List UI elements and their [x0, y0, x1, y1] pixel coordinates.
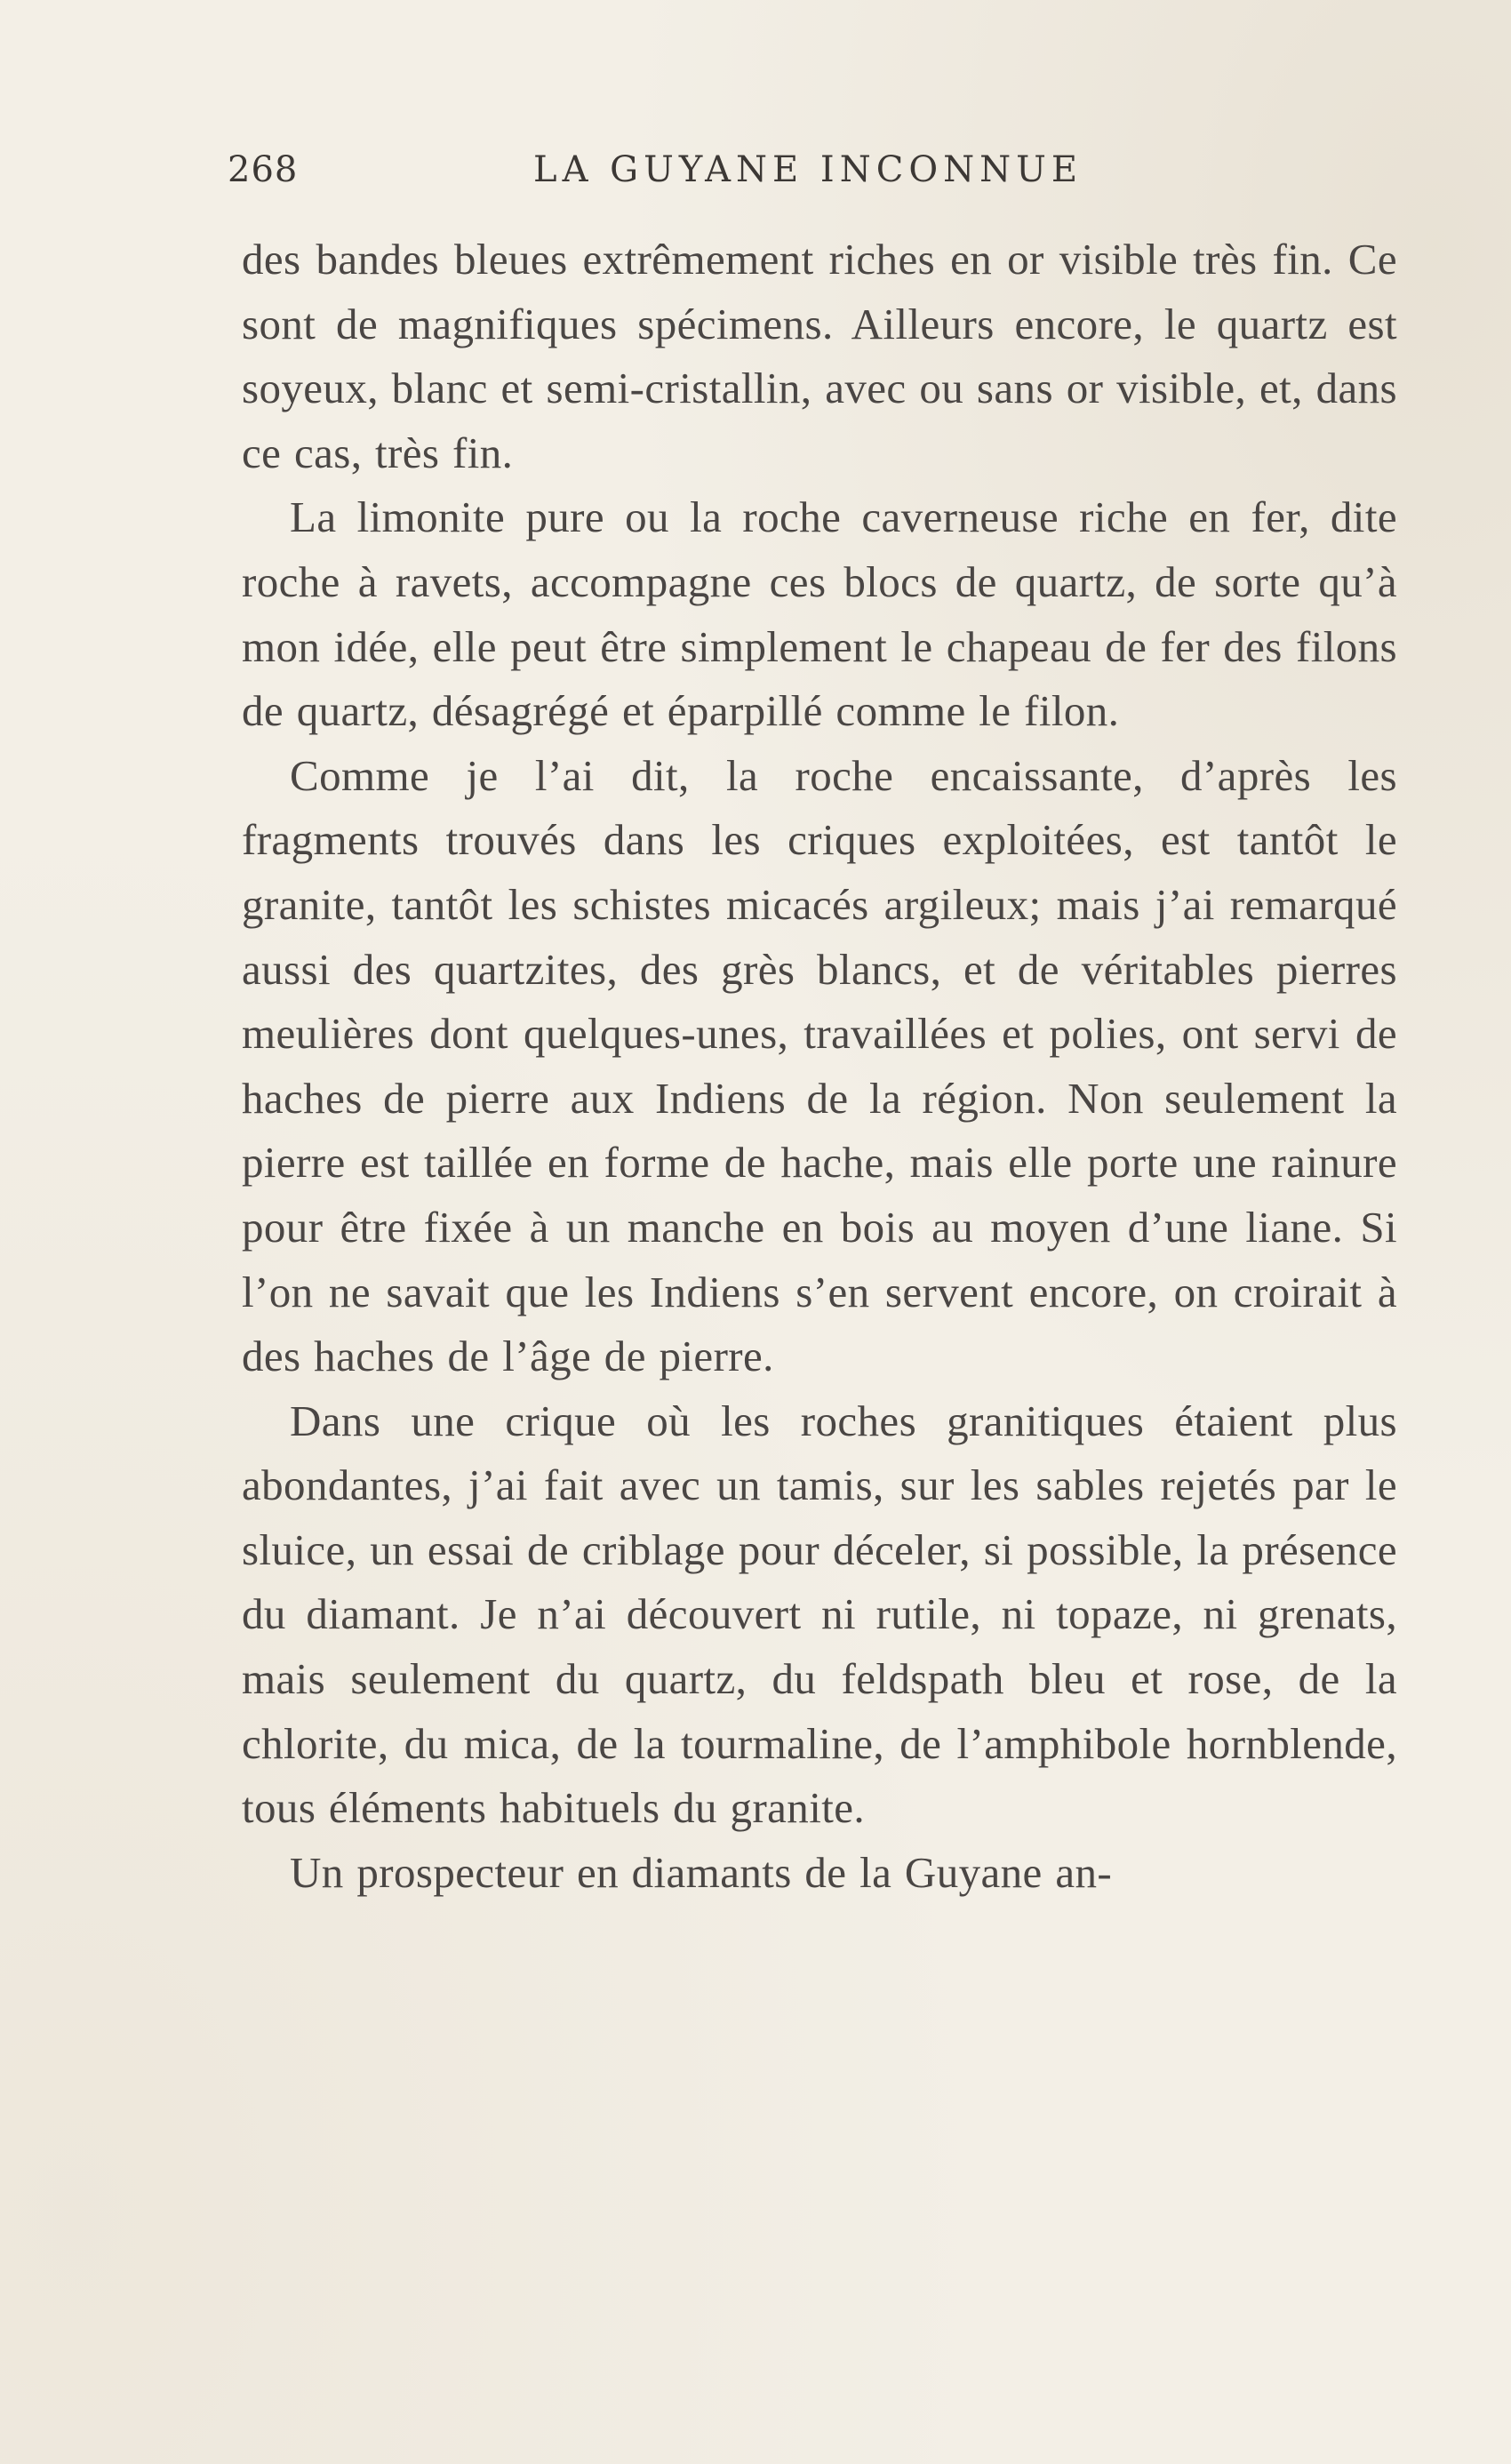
- page-number: 268: [228, 149, 299, 190]
- paragraph-5: Un prospecteur en diamants de la Guyane an-: [290, 1847, 1113, 1897]
- running-title: LA GUYANE INCONNUE: [533, 149, 1083, 190]
- paragraph-4: Dans une crique où les roches granitiques étaient plus abondantes, j’ai fait avec un tamis, sur les sables rejetés par le sluice, un essai de criblage pour déceler, si possible, la présence du diamant. Je n’ai découvert ni rutile, ni topaze, ni grenats, mais seulement du quartz, du feldspath bleu et rose, de la chlorite, du mica, de la tourmaline, de l’amphibole hornblende, tous éléments habituels du granite.: [242, 1396, 1397, 1833]
- body-text: [242, 228, 1397, 1905]
- paragraph-2: La limonite pure ou la roche caverneuse riche en fer, dite roche à ravets, accompagne ces blocs de quartz, de sorte qu’à mon idée, elle peut être simplement le chapeau de fer des filons de quartz, désagrégé et éparpillé comme le filon.: [242, 492, 1397, 736]
- page-header: [228, 149, 1401, 192]
- paragraph-1: des bandes bleues extrêmement riches en or visible très fin. Ce sont de magnifiques spécimens. Ailleurs encore, le quartz est soyeux, blanc et semi-cristallin, avec ou sans or visible, et, dans ce cas, très fin.: [242, 235, 1397, 477]
- paragraph-3: Comme je l’ai dit, la roche encaissante, d’après les fragments trouvés dans les criques exploitées, est tantôt le granite, tantôt les schistes micacés argileux; mais j’ai remarqué aussi des quartzites, des grès blancs, et de véritables pierres meulières dont quelques-unes, travaillées et polies, ont servi de haches de pierre aux Indiens de la région. Non seulement la pierre est taillée en forme de hache, mais elle porte une rainure pour être fixée à un manche en bois au moyen d’une liane. Si l’on ne savait que les Indiens s’en servent encore, on croirait à des haches de l’âge de pierre.: [242, 750, 1397, 1381]
